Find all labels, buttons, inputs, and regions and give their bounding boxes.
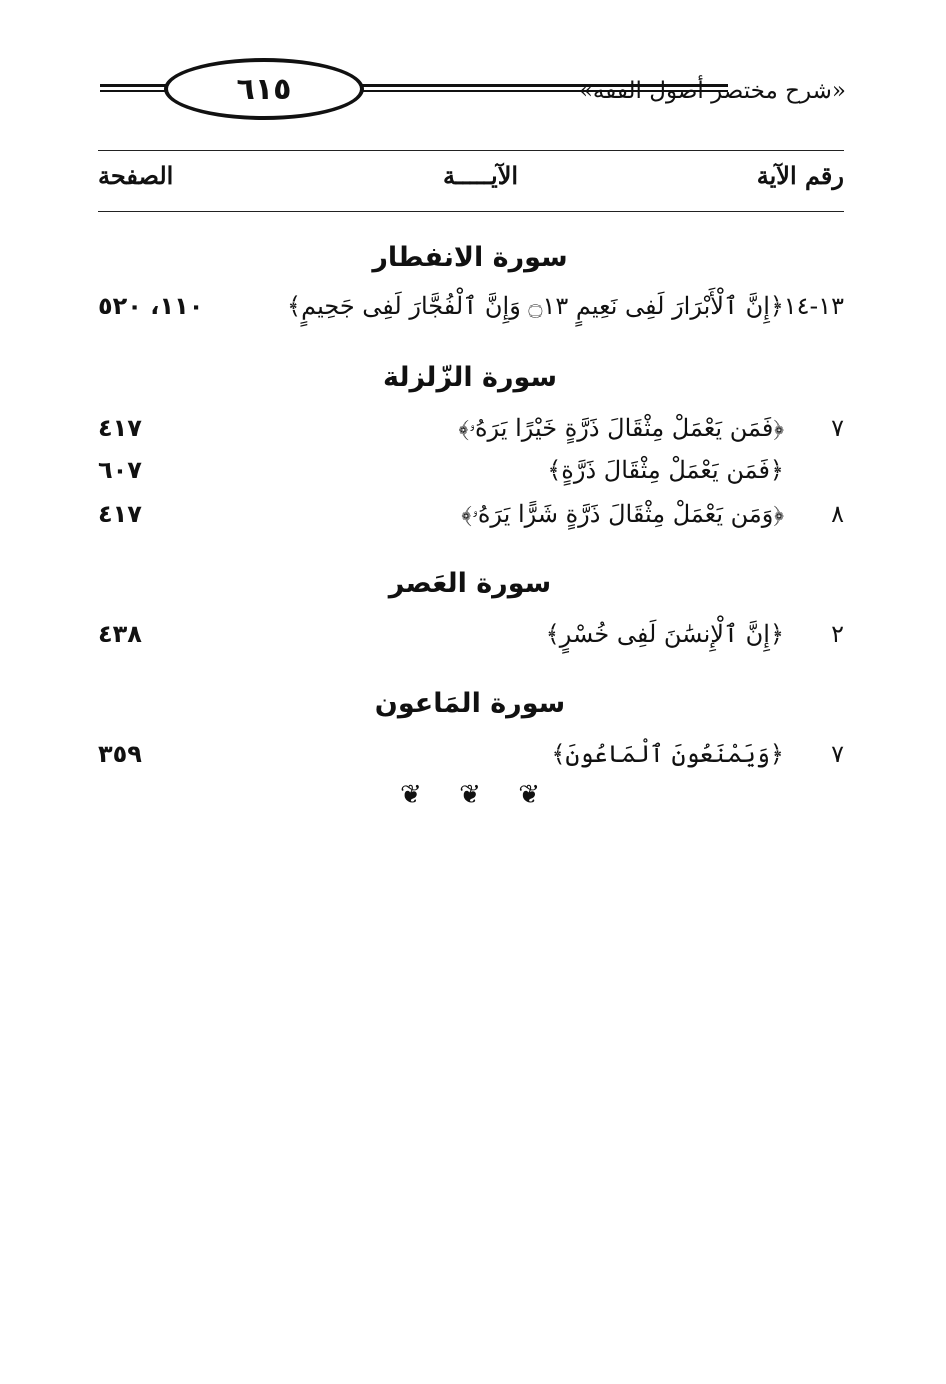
verse-row: [98, 292, 844, 332]
verse-row: [98, 414, 844, 454]
column-header-verse: الآيـــــة: [443, 161, 519, 190]
verse-row: [98, 456, 844, 496]
column-headers: [98, 150, 844, 212]
page-reference: ١١٠، ٥٢٠: [98, 292, 204, 320]
running-header: [96, 58, 846, 122]
verse-row: [98, 740, 844, 780]
surah-title: سورة المَاعون: [374, 688, 566, 719]
verse-number: ٢: [831, 620, 844, 648]
page-number-oval: [164, 58, 364, 120]
verse-number: ٨: [831, 500, 844, 528]
surah-title: سورة الانفطار: [372, 242, 568, 273]
fleuron-icon: ❦: [400, 780, 422, 810]
verse-row: [98, 620, 844, 660]
book-title: «شرح مختصر أصول الفقه»: [578, 78, 846, 104]
page-reference: ٤١٧: [98, 414, 142, 442]
verse-text: ﴿وَيَمْنَعُونَ ٱلْمَاعُونَ﴾: [551, 740, 784, 768]
verse-number: ٧: [831, 740, 844, 768]
page-reference: ٤١٧: [98, 500, 142, 528]
surah-title: سورة الزّلزلة: [383, 362, 557, 393]
column-header-page: الصفحة: [98, 161, 174, 190]
verse-text: ﴿وَمَن يَعْمَلْ مِثْقَالَ ذَرَّةٍ شَرًّا يَرَهُۥ﴾: [461, 500, 784, 528]
page-number: ٦١٥: [236, 71, 292, 107]
column-header-verse-number: رقم الآية: [756, 161, 844, 190]
verse-text: ﴿إِنَّ ٱلْأَبْرَارَ لَفِى نَعِيمٍ ۝١٣ وَإِنَّ ٱلْفُجَّارَ لَفِى جَحِيمٍ﴾: [287, 292, 784, 320]
verse-number: ١٣-١٤: [783, 292, 844, 320]
page-reference: ٣٥٩: [98, 740, 142, 768]
verse-text: ﴿إِنَّ ٱلْإِنسَٰنَ لَفِى خُسْرٍ﴾: [545, 620, 784, 648]
surah-title: سورة العَصر: [388, 568, 552, 599]
verse-text: ﴿فَمَن يَعْمَلْ مِثْقَالَ ذَرَّةٍ خَيْرًا يَرَهُۥ﴾: [458, 414, 784, 442]
verse-text: ﴿فَمَن يَعْمَلْ مِثْقَالَ ذَرَّةٍ﴾: [547, 456, 784, 484]
closing-ornament: [400, 780, 540, 810]
verse-row: [98, 500, 844, 540]
fleuron-icon: ❦: [459, 780, 481, 810]
page-reference: ٦٠٧: [98, 456, 142, 484]
fleuron-icon: ❦: [518, 780, 540, 810]
page-reference: ٤٣٨: [98, 620, 142, 648]
verse-number: ٧: [831, 414, 844, 442]
